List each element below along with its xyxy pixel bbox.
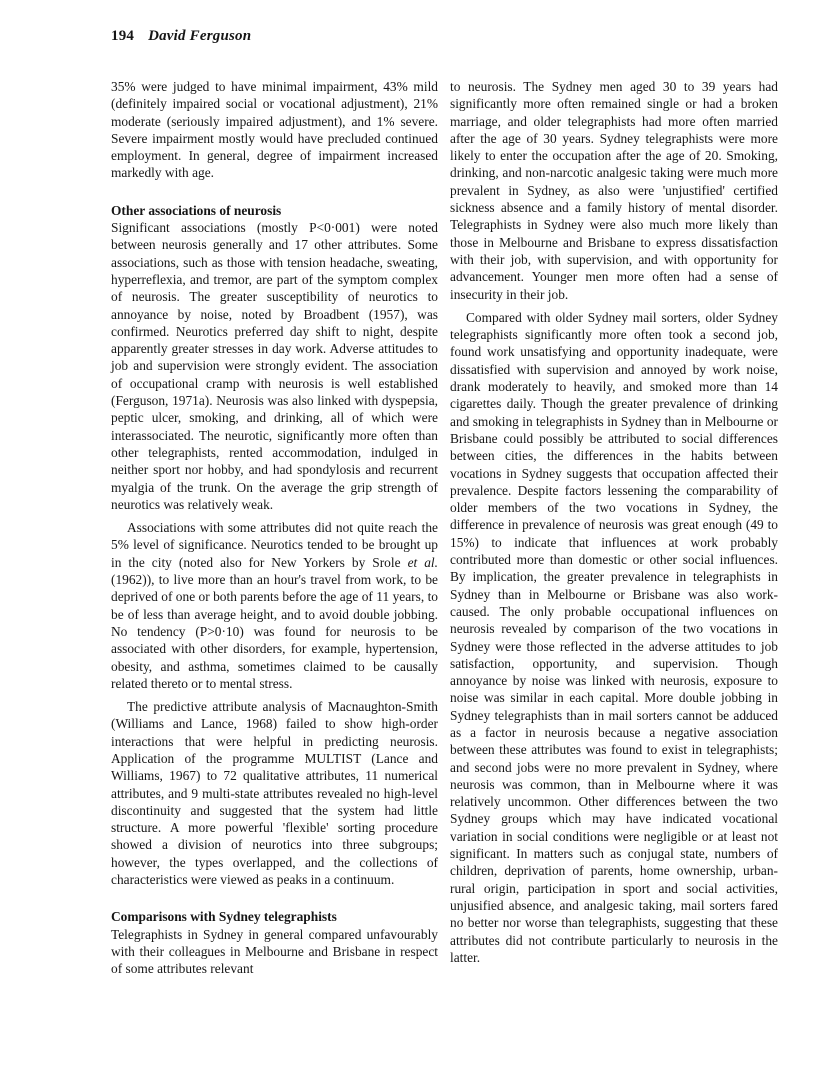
paragraph-impairment: 35% were judged to have minimal impairment, 43% mild (definitely impaired social or vocational adjustment), 21% moderate (seriously impaired adjustment), and 1% severe. Severe impairment mostly would have precluded continued employment. In general, degree of impairment increased markedly with age. — [111, 79, 438, 181]
right-column — [450, 78, 778, 966]
paragraph-significant-associations: Significant associations (mostly P<0·001) were noted between neurosis generally and 17 other attributes. Some associations, such as those with tension headache, sweating, hyperreflexia, and tremor, are part of the symptom complex of neurosis. The greater susceptibility of neurotics to annoyance by noise, noted by Broadbent (1957), was confirmed. Neurotics preferred day shift to night, despite apparently greater stresses in day work. Adverse attitudes to job and supervision were strongly evident. The association of occupational cramp with neurosis is well established (Ferguson, 1971a). Neurosis was also linked with dyspepsia, peptic ulcer, smoking, and drinking, all of which were interassociated. The neurotic, significantly more often than other telegraphists, rented accommodation, indulged in neither sport nor hobby, and had spondylosis and recurrent myalgia of the trunk. On the average the grip strength of neurotics was relatively weak. — [111, 220, 438, 512]
section-heading-other-associations: Other associations of neurosis — [111, 202, 282, 218]
author-name: David Ferguson — [148, 28, 252, 44]
paragraph-associations-5-percent — [111, 519, 438, 692]
paragraph-predictive-analysis: The predictive attribute analysis of Macnaughton-Smith (Williams and Lance, 1968) failed to show high-order interactions that were helpful in predicting neurosis. Application of the programme MULTIST (Lance and Williams, 1967) to 72 qualitative attributes, 11 numerical attributes, and 9 multi-state attributes revealed no high-level discontinuity and suggested that the system had little structure. A more powerful 'flexible' sorting procedure showed a division of neurotics into three subgroups; however, the types overlapped, and the collections of characteristics were viewed as peaks in a continuum. — [111, 699, 438, 888]
text-run: Associations with some attributes did not quite reach the 5% level of significance. Neurotics tended to be brought up in the city (noted also for New Yorkers by Srole — [111, 520, 438, 570]
text-run-italic: et al. — [407, 554, 438, 570]
paragraph-compared-mail-sorters: Compared with older Sydney mail sorters, older Sydney telegraphists significantly more often took a second job, found work unsatisfying and opportunity inadequate, were dissatisfied with supervision and annoyed by work noise, drank moderately to heavily, and smoked more than 14 cigarettes daily. Though the greater prevalence of drinking and smoking in telegraphists in Sydney than in Melbourne or Brisbane could possibly be attributed to social differences between cities, the differences in the habits between vocations in Sydney suggests that occupation affected their prevalence. Despite factors lessening the comparability of older members of the two vocations in Sydney, the difference in prevalence of neurosis was great enough (49 to 15%) to indicate that influences at work probably contributed more than domestic or other social influences. By implication, the greater prevalence in telegraphists in Sydney than in Melbourne or Brisbane was also work-caused. The only probable occupational influences on neurosis revealed by comparison of the two vocations in Sydney were those reflected in the adverse attitudes to job satisfaction, opportunity, and supervision. Though annoyance by noise was linked with neurosis, exposure to noise was similar in each capital. More double jobbing in Sydney telegraphists than in mail sorters cannot be adduced as a factor in neurosis because a negative association between these attributes was found to exist in telegraphists; and second jobs were no more prevalent in Sydney, where neurosis was common, than in Melbourne where it was relatively uncommon. Other differences between the two Sydney groups which may have indicated vocational variation in social conditions were negligible or at least not significant. In matters such as conjugal state, numbers of children, deprivation of parents, home ownership, urban-rural origin, participation in sport and social activities, unjusified absence, and analgesic taking, mail sorters fared no better nor worse than telegraphists, suggesting that these attributes did not contribute particularly to neurosis in the latter. — [450, 309, 778, 965]
section-heading-comparisons: Comparisons with Sydney telegraphists — [111, 909, 337, 925]
text-run: (1962)), to live more than an hour's travel from work, to be deprived of one or both parents before the age of 11 years, to be of less than average height, and to avoid double jobbing. No tendency (P>0·10) was found for neurosis to be associated with other disorders, for example, hypertension, obesity, and asthma, sometimes claimed to be causally related thereto or to mental stress. — [111, 572, 438, 691]
paragraph-continued: to neurosis. The Sydney men aged 30 to 39 years had significantly more often remained single or had a broken marriage, and older telegraphists had more often married after the age of 30 years. Sydney telegraphists were more likely to enter the occupation after the age of 20. Smoking, drinking, and non-narcotic analgesic taking were much more prevalent in Sydney, as also were 'unjustified' certified sickness absence and a family history of mental disorder. Telegraphists in Sydney were also much more likely than those in Melbourne and Brisbane to express dissatisfaction with their job, with supervision, and with opportunity for advancement. Younger men more often had a sense of insecurity in their job. — [450, 79, 778, 302]
page-number: 194 — [111, 28, 135, 44]
left-column — [111, 78, 438, 978]
running-head — [111, 28, 251, 45]
paragraph-telegraphists-sydney: Telegraphists in Sydney in general compared unfavourably with their colleagues in Melbourne and Brisbane in respect of some attributes relevant — [111, 926, 438, 977]
